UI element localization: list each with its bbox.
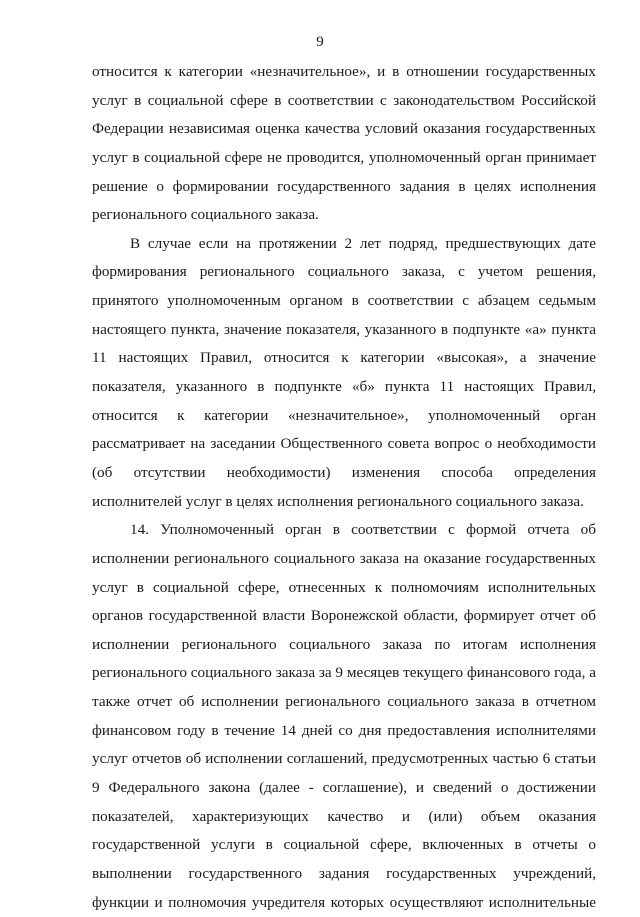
text-line: показателей, характеризующих качество и (или) объем оказания — [92, 807, 596, 825]
text-line: Федерации независимая оценка качества условий оказания государственных — [92, 120, 596, 138]
text-line: формирования регионального социального заказа, с учетом решения, — [92, 263, 596, 281]
text-line: услуг в социальной сфере не проводится, уполномоченный орган принимает — [92, 148, 596, 166]
text-line: (об отсутствии необходимости) изменения способа определения — [92, 463, 596, 481]
text-line: исполнении регионального социального заказа по итогам исполнения — [92, 635, 596, 653]
text-line: исполнителей услуг в целях исполнения регионального социального заказа. — [92, 492, 584, 510]
text-line: рассматривает на заседании Общественного совета вопрос о необходимости — [92, 435, 596, 453]
text-line: показателя, указанного в подпункте «б» пункта 11 настоящих Правил, — [92, 378, 596, 396]
text-line: В случае если на протяжении 2 лет подряд, предшествующих дате — [130, 234, 596, 252]
text-line: услуг в социальной сфере в соответствии с законодательством Российской — [92, 91, 596, 109]
text-line: 11 настоящих Правил, относится к категории «высокая», а значение — [92, 349, 596, 367]
text-line: регионального социального заказа. — [92, 206, 319, 224]
page-number: 9 — [316, 34, 324, 50]
text-line: 9 Федерального закона (далее - соглашение), и сведений о достижении — [92, 779, 596, 797]
text-line: относится к категории «незначительное», уполномоченный орган — [92, 406, 596, 424]
text-line: услуг в социальной сфере, отнесенных к полномочиям исполнительных — [92, 578, 596, 596]
text-line: государственной услуги в социальной сфере, включенных в отчеты о — [92, 836, 596, 854]
text-line: органов государственной власти Воронежской области, формирует отчет об — [92, 607, 596, 625]
text-line: функции и полномочия учредителя которых осуществляют исполнительные — [92, 893, 596, 911]
text-line: 14. Уполномоченный орган в соответствии с формой отчета об — [130, 521, 596, 539]
text-line: финансовом году в течение 14 дней со дня предоставления исполнителями — [92, 721, 596, 739]
text-line: услуг отчетов об исполнении соглашений, предусмотренных частью 6 статьи — [92, 750, 596, 768]
text-line: относится к категории «незначительное», и в отношении государственных — [92, 63, 596, 80]
document-body — [92, 58, 596, 917]
text-line: исполнении регионального социального заказа на оказание государственных — [92, 549, 596, 567]
text-line: решение о формировании государственного задания в целях исполнения — [92, 177, 596, 195]
text-line: регионального социального заказа за 9 месяцев текущего финансового года, а — [92, 664, 596, 682]
text-line: настоящего пункта, значение показателя, указанного в подпункте «а» пункта — [92, 320, 596, 338]
text-line: принятого уполномоченным органом в соответствии с абзацем седьмым — [92, 292, 596, 310]
text-line: выполнении государственного задания государственных учреждений, — [92, 864, 596, 882]
text-line: также отчет об исполнении регионального социального заказа в отчетном — [92, 693, 596, 711]
